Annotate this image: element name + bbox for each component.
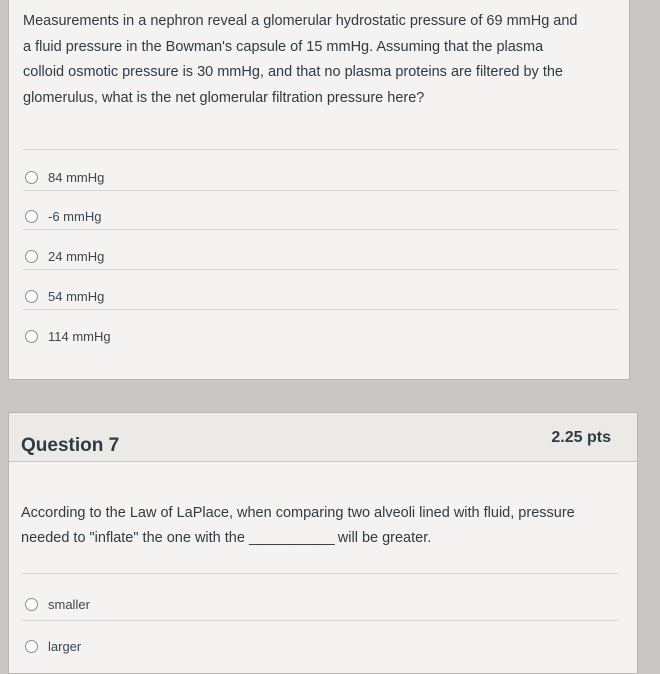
answer-label: 54 mmHg [48,288,105,304]
fill-in-blank: ____________ [248,530,334,546]
divider [23,309,619,310]
radio-button[interactable] [25,171,38,184]
question-text-after: will be greater. [333,530,432,546]
divider [23,190,619,191]
answer-option-24[interactable] [25,245,104,267]
question-points: 2.25 pts [551,429,611,446]
answer-option-54[interactable] [25,285,104,307]
question-card-7 [8,412,638,674]
question-text [21,501,621,551]
divider [23,269,619,270]
radio-button[interactable] [25,330,38,343]
question-header [9,413,637,462]
divider [21,620,619,621]
divider [23,229,619,230]
radio-button[interactable] [25,290,38,303]
question-card-previous [8,0,630,380]
answer-option-114[interactable] [25,325,111,347]
answer-label: 84 mmHg [48,169,105,185]
radio-button[interactable] [25,210,38,223]
question-text-before: According to the Law of LaPlace, when comparing two alveoli lined with fluid, pressure needed to "inflate" the one with the [21,505,575,546]
answer-label: smaller [48,596,90,612]
radio-button[interactable] [25,640,38,653]
radio-button[interactable] [25,250,38,263]
answer-label: larger [48,638,82,654]
answer-label: 24 mmHg [48,248,105,264]
answer-option-larger[interactable] [25,635,81,657]
answer-label: -6 mmHg [48,208,102,224]
answer-option-84[interactable] [25,166,104,188]
radio-button[interactable] [25,598,38,611]
answer-option-smaller[interactable] [25,593,90,615]
question-title: Question 7 [21,435,120,456]
answer-option-minus6[interactable] [25,205,101,227]
divider [23,149,619,150]
question-text: Measurements in a nephron reveal a glomerular hydrostatic pressure of 69 mmHg and a fluid pressure in the Bowman's capsule of 15 mmHg. Assuming that the plasma colloid osmotic pressure is 30 mmHg, and that no plasma proteins are filtered by the glomerulus, what is the net glomerular filtration pressure here? [23,13,578,106]
divider [21,573,619,574]
answer-label: 114 mmHg [48,328,111,344]
